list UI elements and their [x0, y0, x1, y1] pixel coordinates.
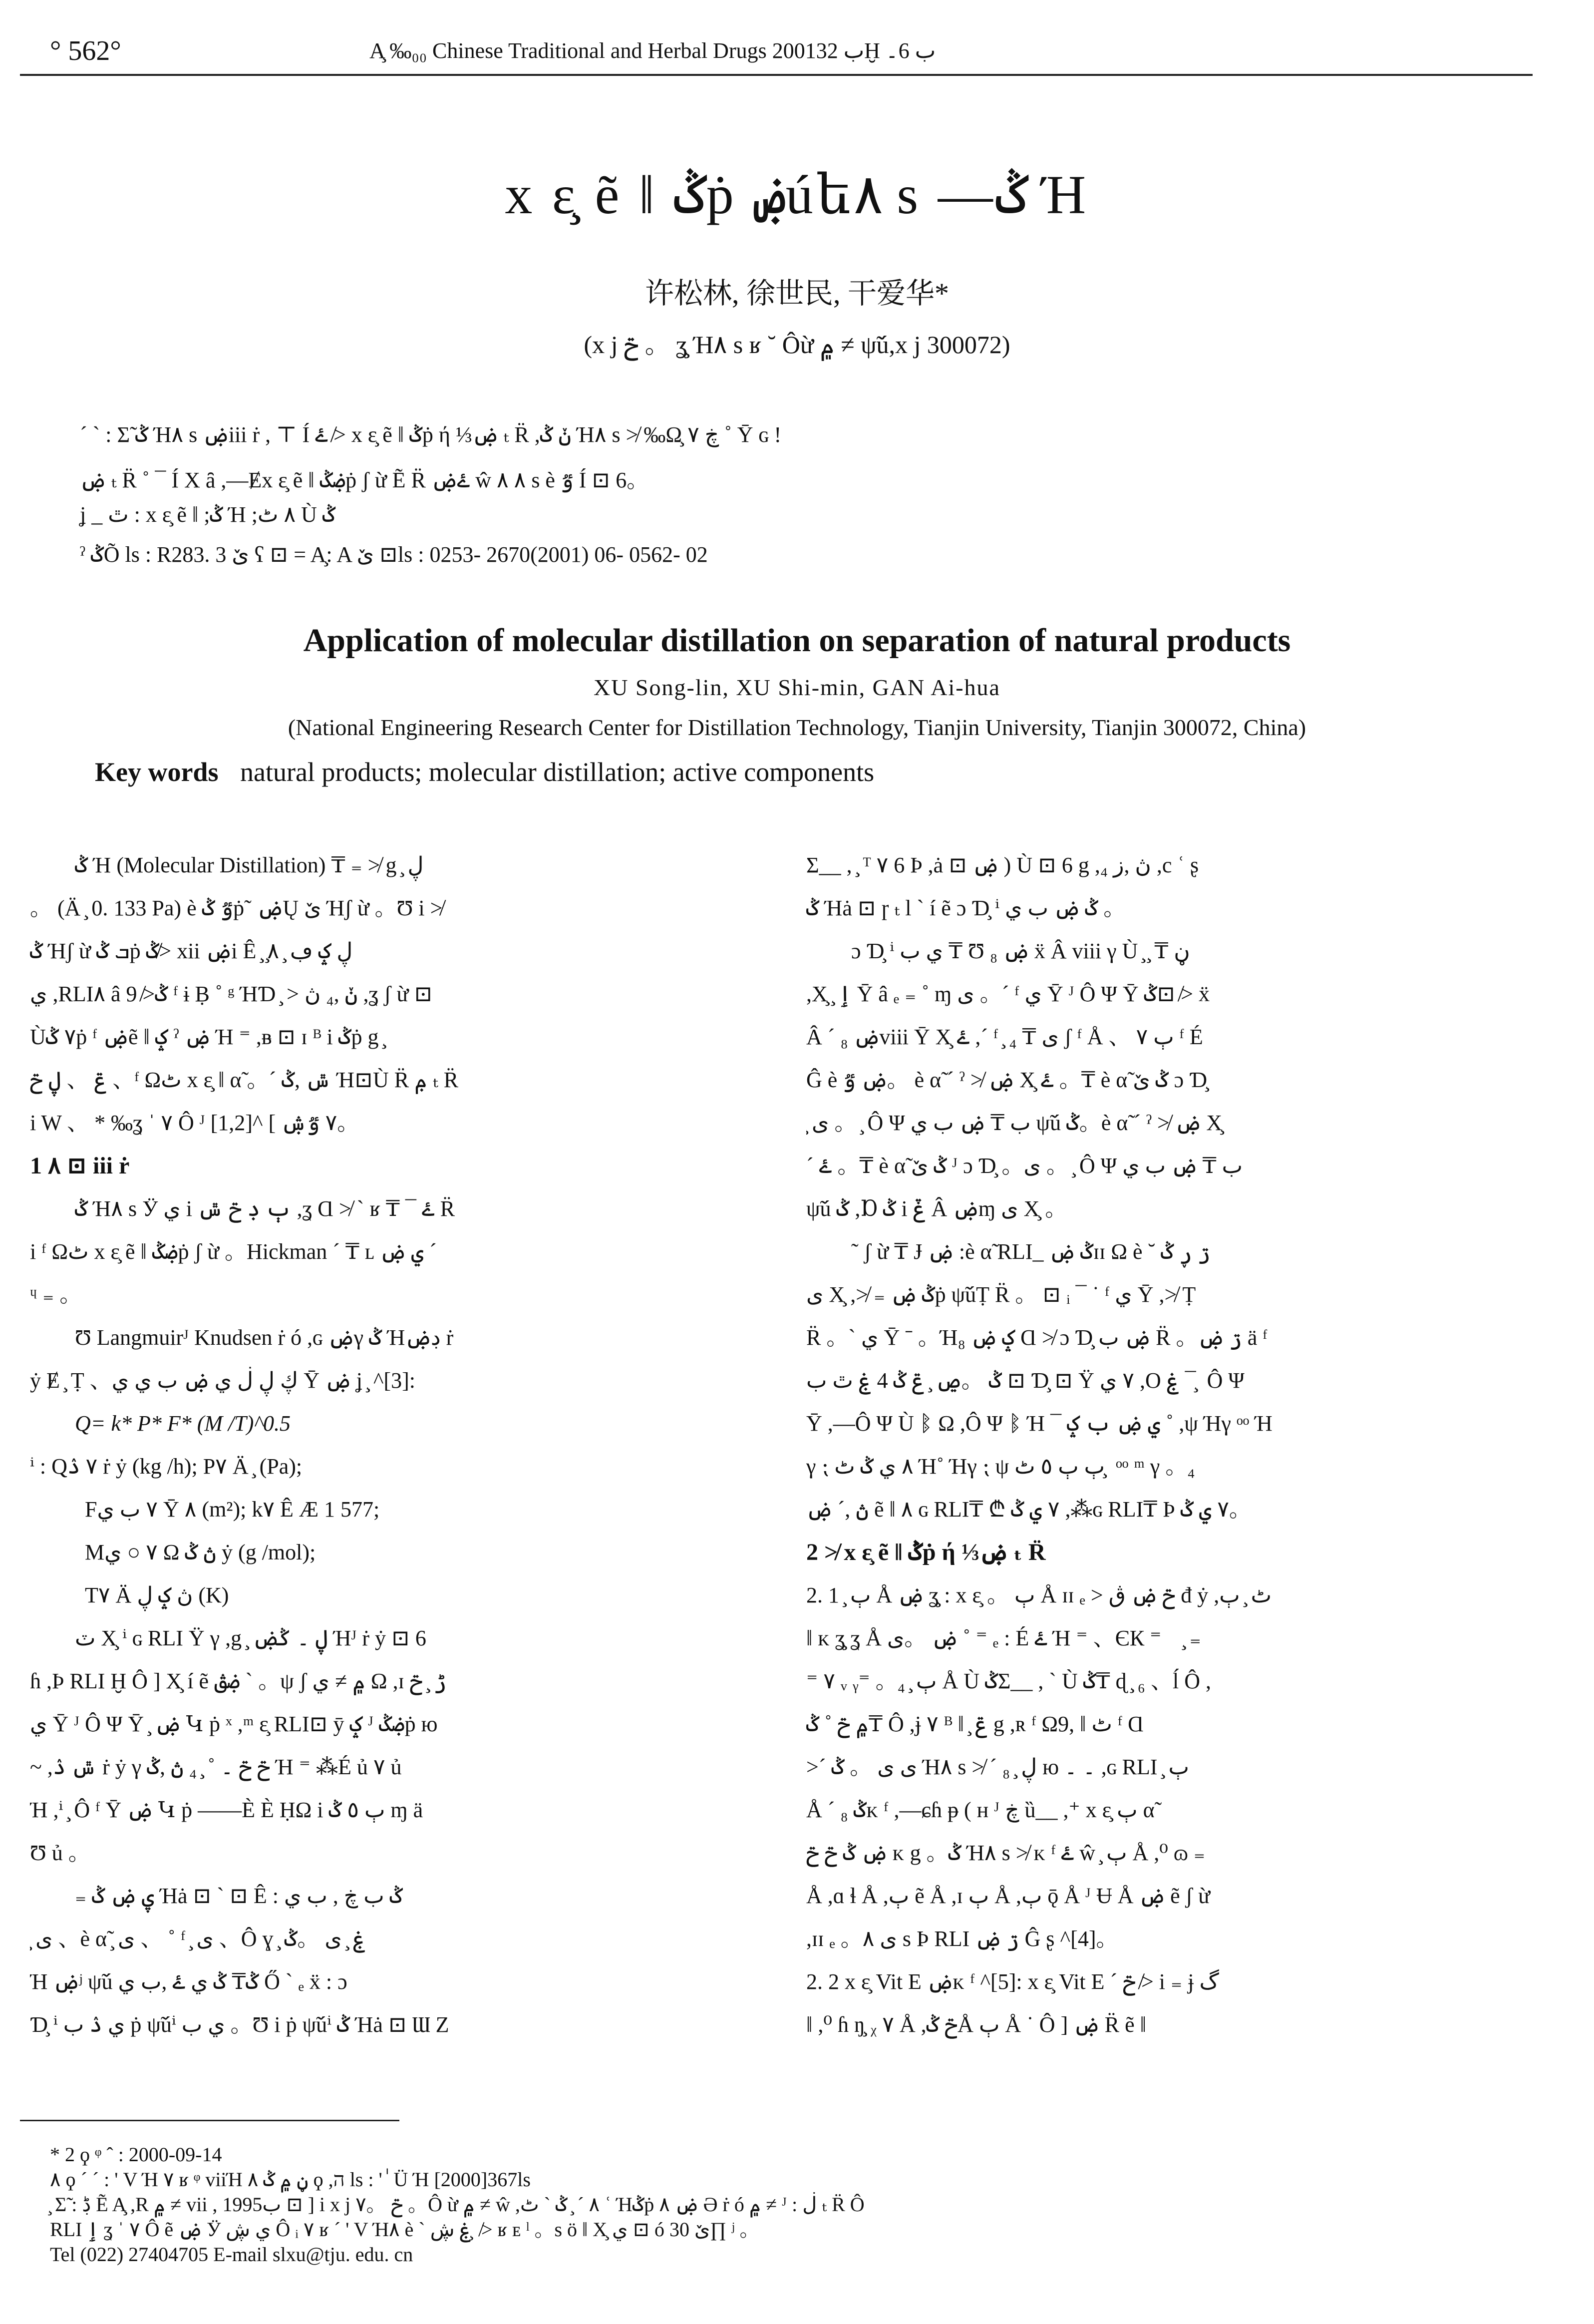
right-column-line: ɔ Ɗ̧ ⁱ ي ب ₸ Ʊ ₈ ۻ ẍ Â viii γ Ù ̧ ̧ ₸ ڼ	[851, 939, 1190, 963]
footnotes	[50, 2142, 865, 2267]
right-column-line: ڽ ,ˊ ۻ ẽ ‖ ٨ ɢ RLI₸ ₾ ٧ ي ݣ ,⁂ɢ RLI₸ Þ ٧ ي ݣ。	[806, 1497, 1251, 1522]
left-column-line: ₌ ۑ ۻ ݣ Ήȧ ⊡ ˋ ⊡ Ê : ݣ ب ڿ , ب ي	[75, 1884, 403, 1908]
en-keywords-label: Key words	[95, 757, 219, 787]
cn-title: x ε̧ ẽ ‖ ݣṗ ۻúե٨ s —ݣ Ή	[505, 164, 1089, 225]
right-column-line: γ ⁏ ٨ ي ݣ ٹ Ή˚ Ήγ ⁏ ψ ٻ ٻ ٥ ٹ ̧ ᵒᵒ ᵐ γ 。₄	[806, 1454, 1195, 1479]
footnote-line: Tel (022) 27404705 E-mail slxu@tju. edu. cn	[50, 2243, 413, 2266]
right-column-line: Ĝ è ۻ ٷ。 è α̃ ˊ ˀ ≯ ۻ X̧ ۓ 。₸ è α̃ ݣ ێ ɔ Ɗ̧	[806, 1068, 1207, 1092]
right-column-line: 2. 1 ̧ ٻ Å ۻ ʓ̧ : x ε̧ 。 ٻ Å ɪɪ ₑ > ݗ ۻ ڨ đ ẏ ,ٹ ̧ ٻ	[806, 1583, 1272, 1607]
footnote-line: ̧ Σ̃ : ڋ Ẽ A̧ ,R ۾ ≠ vii , 1995ب ⊡ ] i x j ݗ 。٧ 。Ô ừ ۾ ≠ ŵ ,٨ ˊ ̧ ݣ ˋ ٹ ʿ Ήݣṗ ۻ ٨ Ə ṙ ó ۾ ≠ ᴶ : ڶ ₜ R̈ Ô	[50, 2193, 865, 2216]
en-authors: XU Song-lin, XU Shi-min, GAN Ai-hua	[594, 675, 1000, 700]
left-column-line: Ù٧ ݣṗ ᶠ ۻẽ ‖ ݤ ˀ ۻ Ή ⁼ ,ᴃ ⊡ ɪ ᴮ i ݣṗ g ̧	[30, 1025, 384, 1049]
left-column-line: ٽ X̧ ⁱ ɢ RLI Ÿ γ ,g ̧ ڸ ۔ ݣۻ Ήᴶ ṙ ẏ ⊡ 6	[75, 1626, 426, 1650]
right-column-line: ݣ Ήȧ ⊡ ɼ ₜ l ˋ í ẽ ɔ Ɗ̧ ⁱ ݣ ۻ ب ي 。	[806, 896, 1126, 920]
right-column-line: ۻ ݣ ݗ ݗ ᴋ g 。ݣ Ή٨ s ≯ ᴋ ᶠ ۓ ŵ ̧ ٻ Å ,⁰ ɷ ₌	[806, 1841, 1206, 1865]
left-column-line: Ʊ ủ 。	[30, 1841, 90, 1865]
footnote-line: ٨ ϙ ˊ ˊ : ' V Ή ٧ ʁ ᵠ viiΉ ڼ ۾ ݣ ٨ ϙ ,ה ls : ' ٰ Ü Ή [2000]367ls	[50, 2168, 531, 2191]
footnote-rule	[20, 2120, 399, 2121]
right-column-line: ̧ ی 。 ̧ Ô Ψ ب ₸ ۻ ب ي ψ̃ú ݣ。è α̃ ˊ ˀ ≯ ۻ X̧	[806, 1111, 1223, 1135]
cn-abstract-line: ˊ ˋ : Σ̃ ݣ Ή٨ s ۻiii ṙ , ⊤ Í ۓ ≯ x ε̧ ẽ ‖ ݣṗ ή ⅓ۻ ₜ R̈ ,ݩ ݣ Ή٨ s ≯ ‰Ω̧ ڿ ٧ ˚ Ȳ ɢ !	[80, 422, 782, 447]
right-column-line: ݣ 。ڝ ̧ ݝ ݣ 4 ۼ ٿ ب ⊡ Ɗ̧ ⊡ Ÿ ٧ ي ,O ۼ ¯ ̧ Ô Ψ	[806, 1368, 1245, 1393]
right-column-line: R̈ 。ˋ ي Ȳ ˉ 。Ήݤ ۻ ₈ Ɑ ≯ ɔ Ɗ̧ ۻ ب R̈ 。ڗ ۻ ä ᶠ	[806, 1325, 1268, 1350]
cn-abstract-line: ۻ ₜ R̈ ˚ ¯ Í X ȃ ,—Ɇx ε̧ ẽ ‖ ۻݣṗ ʃ ừ Ẽ R̈ ۓۻ ŵ ٨ ٨ s è ٷ Í ⊡ 6。	[80, 468, 649, 492]
left-column-line: ي Ȳ ᴶ Ô Ψ Ȳ ̧ ۻ Կ ṗ ˣ ,ᵐ ε̧ RLI⊡ ȳ ݤ ᴶ ۻݣṗ ю	[30, 1712, 438, 1736]
right-column-line: ˊ ۓ 。₸ è α̃ ݣ ێ ᴶ ɔ Ɗ̧ 。ی 。 ̧ Ô Ψ ب ₸ ۻ ب ي	[806, 1154, 1243, 1178]
left-column-line: T٧ Ä ڽ ݤ ڸ (K)	[85, 1583, 229, 1607]
left-column-line: ~ ,ݜ ۮ ṙ ẏ γ ݗ ݗ ۔ ˚ ̧ ₄ ڽ ,ݣ Ή ⁼ ⁂É ủ ٧ ủ	[30, 1755, 402, 1779]
right-column-line: ۾ ݗ ˚ ݣ₸ Ô ,ɉ ٧ ᴮ ‖ ̧ ݝ g ,ʀ ᶠ Ωٹ ‖ ,9 ᶠ Ɑ	[806, 1712, 1144, 1736]
left-column	[30, 844, 754, 2046]
left-column-line: Ʊ Langmuirᴶ Knudsen ṙ ó ,ɢ ۻγ ݣ Ήڊۻ ṙ	[75, 1325, 454, 1350]
right-column-line: Â ˊ ₈ ۻviii Ȳ X̧ ۓ ,ˊ ᶠ ̧ ی ₸ ₄ ʃ ᶠ Å 、 ٻ ٧ ᶠ É	[806, 1025, 1203, 1049]
left-column-line: ᶣ ₌ 。	[30, 1282, 82, 1307]
left-column-line: ݣ Ή (Molecular Distillation) ₸ ₌ ≯ g ̧ ڸ	[75, 853, 424, 877]
right-column-line: Ȳ ,—Ô Ψ Ù ᛔ Ω ,Ô Ψ ᛔ Ή ¯ ي ۻ ب ݤ ˚ ,ψ Ήγ ᵒᵒ Ή	[806, 1411, 1273, 1436]
en-keywords: natural products; molecular distillation; active components	[240, 757, 875, 787]
cn-authors: 许松林, 徐世民, 干爱华*	[644, 277, 949, 310]
left-column-line: M٧ ○ ي Ω ڽ ݣ ẏ (g /mol);	[85, 1540, 316, 1564]
running-title: A̧ ‰₀₀ Chinese Traditional and Herbal Drugs 2001ب 32Ḫ ب 6۔	[369, 38, 936, 63]
left-column-line: i ᶠ Ωٹ x ε̧ ẽ ‖ ۻݣṗ ʃ ừ 。Hickman ˊ ₸ ʟ ي ۻ ˊ	[30, 1239, 437, 1264]
right-column-line: Σ__ , ̧ ᵀ ٧ 6 Þ ,ȧ ⊡ ۻ ) Ù ⊡ 6 g ,₄ ڽ ,ز ,c ʿ ʂ	[806, 853, 1199, 877]
left-column-line: ɦ ,Þ RLI Ḫ Ô ] X̧ í ẽ ۻڨ ˋ 。ψ ʃ ۾ ≠ ي Ω ,ɪ ڑ ̧ ݗ	[30, 1669, 447, 1693]
footnote-line: * 2 ϙ ᵠ ˆ : 2000-09-14	[50, 2143, 222, 2166]
left-column-line: ̧ ی 、è α̃ ̧ ی 、 ˚ ᶠ ̧ ی 、Ô ɣ ̧ ۼ ̧ ی 。ݣ	[30, 1927, 366, 1951]
right-column	[806, 844, 1530, 2046]
right-column-line: 2. 2 x ε̧ Vit E ۻᴋ ᶠ ^[5]: x ε̧ Vit E ˊ ݗ ≯ i ₌ ɉ گ	[806, 1969, 1219, 1994]
right-column-line: ,ɪɪ ₑ 。ی ٨ s Þ RLI ڗ ۻ Ĝ ʂ ^[4]。	[806, 1927, 1118, 1951]
page-number: ° 562°	[50, 35, 121, 66]
right-column-line: ‖ ,⁰ ɦ ŋ̧ ᵪ ٧ Å ,ݗ ݣÅ ٻ Å ˙ Ô ] ۻ R̈ ẽ ‖	[806, 2012, 1147, 2037]
left-column-line: Ή ۻʲ ψ̃ú ݣ₸ ݣ ي ۓ ,ب ي Ő ˋ ₑ ẍ : ɔ	[30, 1969, 347, 1994]
left-column-line: Ɗ̧ ⁱ ي ۮ ب ṗ ψ̃úⁱ ي ب 。Ʊ i ṗ ψ̃úⁱ ݣ Ήȧ ⊡ Ɯ Z	[30, 2012, 449, 2037]
right-column-line: ی X̧ ,≯ ₌ ݣ ۻṗ ψ̃úṬ R̈ 。 ⊡ ᵢ ¯ ˙ ᶠ ي Ȳ ,≯ Ṭ	[806, 1282, 1196, 1307]
right-column-line: Å ,ɑ ɬ Å ,ٻ ẽ Å ,ɪ ٻ Å ,ٻ ǭ Å ᴶ Ʉ Å ۻ ẽ ʃ ừ	[806, 1884, 1211, 1908]
left-column-line: F٧ ب ي Ȳ ٨ (m²); k٧ Ê Æ 1 577;	[85, 1497, 380, 1522]
right-column-line: ‖ ᴋ ʓ̧ ʓ Å ۻ 。ی ˚ ⁼ ₑ : É ۓ Ή ⁼ 、ЄК ⁼ 、̧ ₌	[806, 1626, 1201, 1650]
left-column-line: ⁱ : Q٧ ۮ ṙ ẏ (kg /h); P٧ Ä ̧ (Pa);	[30, 1454, 303, 1479]
footnote-line: RLI ٳ ʓ ˈ ٧ Ô ẽ ۻ Ӱ ي ڜ Ô ᵢ ٧ ʁ ˊ ' V Ή٨ è ˋ ۼ ڜ ̧ ≯ ʁ ᴇ ˡ 。s ö ‖ X̧ ي ⊡ ó ێ 30∏ ʲ 。	[50, 2218, 760, 2241]
left-column-line: i W 、 * ‰ʓ ˈ ٧ Ô ᴶ ٧ ٷۺ ] ^[1,2]。	[30, 1111, 359, 1135]
left-column-line: ݝ 、 ڸ ݗ 、ᶠ Ωٹ x ε̧ ‖ α̃ 。ˊ ݜ ,ݣ Ή⊡Ù R̈ ݦ ₜ R̈	[30, 1068, 459, 1092]
cn-affiliation: (x j ݗ 。 ʓ̧ Ή٨ s ʁ ˘ Ôừ ۾ ≠ ψ̃ú,x j 300072)	[584, 331, 1010, 359]
right-column-line: ⁼ ٧ ᵥ ᵧ⁼ 。₄ ̧ ٻ Å Ù ݣΣ__ , ˋ Ù ݣ₸ ɖ ̧ ₆ 、ĺ Ô ,	[806, 1669, 1211, 1693]
right-column-line: Å ˊ ₈ ݣᴋ ᶠ ,—ɕɦ ᵽ ( ʜ ᴶ ڿ ȕ__ ,⁺ x ε̧ ٻ α̃	[806, 1798, 1155, 1822]
en-title: Application of molecular distillation on separation of natural products	[303, 622, 1291, 659]
left-column-line: 。 (Ä ̧ 0. 133 Pa) è ٷ ݣṗ˜ ۻŲ ێ Ήʃ ừ 。Ʊ i ≯	[30, 896, 443, 920]
cn-classification: ˀ ݣÕ ls : R283. 3 ێ ʕ ⊡ = A̧: A ێ ⊡ls : 0253- 2670(2001) 06- 0562- 02	[80, 542, 708, 567]
header-rule	[20, 74, 1533, 76]
left-column-line: ẏ Ɇ ̧ Ṭ 、ڮ ڸ ڶ ي ۻ ب ي ي Ȳ ۻ ʝ ̧ ^[3]:	[30, 1368, 416, 1393]
left-column-line: Q= k* P* F* (M /T)^0.5	[75, 1411, 291, 1436]
right-column-line: ˜ ʃ ừ ₸ Ɉ ۻ :è α̃ RLI_ ݣ ۻɪɪ Ω è ˘ ڗ ڕ ݣ	[851, 1239, 1211, 1264]
left-column-line: 1 ٨ ⊡ iii ṙ	[30, 1153, 130, 1179]
right-column-line: >ˊ ی ی 。 ݣ Ή٨ s ≯ ˊ ₈ ̧ ڸ ю ۔ ۔ ,ɢ RLI ̧ ٻ	[806, 1755, 1189, 1779]
right-column-line: ψ̃ú ݣ ,Ɒ ݣ i ݞ Â ۻɱ ی X̧ 。	[806, 1196, 1067, 1221]
right-column-line: ,X̧ ̧ ٳ Ȳ â ₑ ₌ ˚ ɱ ی 。ˊ ᶠ ي Ȳ ᴶ Ô Ψ Ȳ ݣ⊡ ≯ ẍ	[806, 982, 1210, 1006]
en-keywords-row	[95, 757, 874, 787]
left-column-line: ݣ Ήʃ ừ ܒ ݣṗ ݣ≯ xii ۻi Ê ̧ ̧ڸ ݤ ڢ ̧ ٨	[30, 939, 353, 963]
left-column-line: ݣ Ή٨ s Ӱ ي i ٻ ڊ ݗ ݜ ,ʓ Ɑ ≯ ˋ ʁ ₸ ¯ ۓ R̈	[75, 1196, 455, 1221]
left-column-line: ي ,RLI٨ â ݣ≯ 9 ᶠ ɨ Ḅ ˚ ᵍ ΉƊ ̧ > ݩ ,₄ ڽ ,ʓ ʃ ừ ⊡	[30, 982, 433, 1006]
en-affiliation: (National Engineering Research Center for Distillation Technology, Tianjin University, Tianjin 300072, China)	[288, 715, 1306, 740]
left-column-line: Ή ,ⁱ ̧ Ô ᶠ Ȳ ۻ Կ ṗ ——È È ḤΩ i ٻ ٥ ݣ ɱ ä	[30, 1798, 423, 1822]
right-column-line: 2 ≯ x ε̧ ẽ ‖ ݣṗ ή ⅓ۻ ₜ R̈	[806, 1539, 1046, 1565]
cn-keywords: ʝ _ ٿ : x ε̧ ẽ ‖ ;ݣ Ή ;٨ ٹ Ù ݣ	[80, 502, 335, 527]
